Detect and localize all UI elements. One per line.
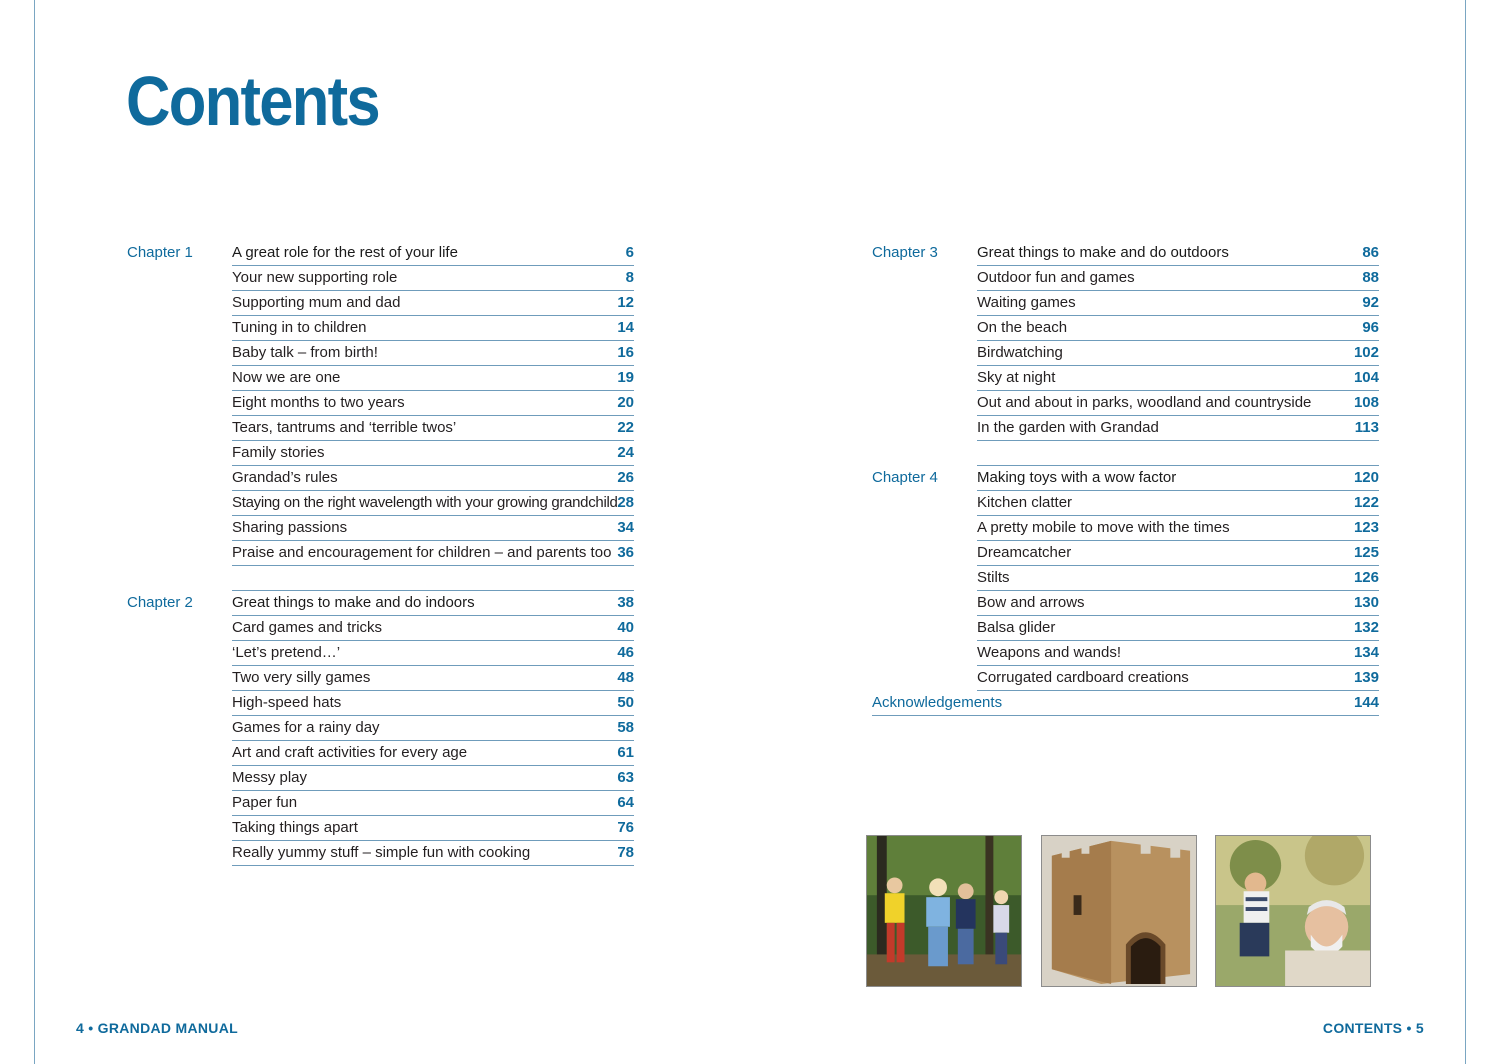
entry-title: Your new supporting role <box>232 269 398 286</box>
entry-title: Art and craft activities for every age <box>232 744 468 761</box>
toc-row[interactable] <box>127 466 634 491</box>
photo-children-playing <box>866 835 1022 987</box>
entry-title: Baby talk – from birth! <box>232 344 378 361</box>
toc-chapter-3 <box>872 241 1379 441</box>
entry-title: A great role for the rest of your life <box>232 244 458 261</box>
toc-row[interactable] <box>127 766 634 791</box>
entry-title: Weapons and wands! <box>977 644 1121 661</box>
page-number: 132 <box>1353 619 1379 636</box>
entry-title: Great things to make and do outdoors <box>977 244 1229 261</box>
entry-title: Out and about in parks, woodland and countryside <box>977 394 1312 411</box>
page-number: 26 <box>617 469 634 486</box>
page-number: 12 <box>617 294 634 311</box>
page-number: 19 <box>617 369 634 386</box>
toc-row[interactable] <box>872 391 1379 416</box>
toc-row[interactable] <box>127 241 634 266</box>
toc-row[interactable] <box>872 541 1379 566</box>
page-number: 40 <box>617 619 634 636</box>
page-number: 14 <box>617 319 634 336</box>
toc-row[interactable] <box>872 641 1379 666</box>
page-number: 16 <box>617 344 634 361</box>
toc-row[interactable] <box>127 591 634 616</box>
chapter-label: Chapter 1 <box>127 244 193 261</box>
page-number: 6 <box>625 244 634 261</box>
entry-title: Waiting games <box>977 294 1076 311</box>
toc-row[interactable] <box>872 416 1379 441</box>
entry-title: A pretty mobile to move with the times <box>977 519 1230 536</box>
entry-title: Birdwatching <box>977 344 1063 361</box>
toc-row[interactable] <box>127 416 634 441</box>
toc-row[interactable] <box>872 616 1379 641</box>
entry-title: Supporting mum and dad <box>232 294 401 311</box>
page-number: 76 <box>617 819 634 836</box>
entry-title: Acknowledgements <box>872 694 1003 711</box>
page-number: 126 <box>1353 569 1379 586</box>
entry-title: Praise and encouragement for children – and parents too <box>232 544 612 561</box>
toc-row[interactable] <box>872 491 1379 516</box>
toc-row[interactable] <box>872 341 1379 366</box>
footer-left: 4 • GRANDAD MANUAL <box>76 1020 238 1036</box>
toc-chapter-4 <box>872 441 1379 716</box>
page-number: 58 <box>617 719 634 736</box>
toc-row[interactable] <box>127 266 634 291</box>
entry-title: Stilts <box>977 569 1010 586</box>
toc-row[interactable] <box>127 791 634 816</box>
page-number: 130 <box>1353 594 1379 611</box>
page-number: 134 <box>1353 644 1379 661</box>
section-divider <box>977 441 1379 466</box>
entry-title: Messy play <box>232 769 308 786</box>
page-number: 46 <box>617 644 634 661</box>
entry-title: Sky at night <box>977 369 1056 386</box>
entry-title: Games for a rainy day <box>232 719 380 736</box>
page-number: 120 <box>1353 469 1379 486</box>
page-number: 48 <box>617 669 634 686</box>
chapter-label: Chapter 2 <box>127 594 193 611</box>
page-number: 36 <box>617 544 634 561</box>
page-number: 22 <box>617 419 634 436</box>
page-number: 88 <box>1362 269 1379 286</box>
entry-title: Taking things apart <box>232 819 358 836</box>
toc-row[interactable] <box>127 441 634 466</box>
chapter-label: Chapter 4 <box>872 469 938 486</box>
entry-title: Card games and tricks <box>232 619 383 636</box>
entry-title: Dreamcatcher <box>977 544 1072 561</box>
toc-row[interactable] <box>127 316 634 341</box>
toc-row[interactable] <box>872 666 1379 691</box>
toc-row-acknowledgements[interactable] <box>872 691 1379 716</box>
toc-row[interactable] <box>127 616 634 641</box>
entry-title: Family stories <box>232 444 325 461</box>
toc-row[interactable] <box>127 391 634 416</box>
toc-row[interactable] <box>872 591 1379 616</box>
page-border-left <box>34 0 35 1064</box>
page-number: 123 <box>1353 519 1379 536</box>
entry-title: Great things to make and do indoors <box>232 594 475 611</box>
page-number: 38 <box>617 594 634 611</box>
section-divider <box>232 566 634 591</box>
toc-row[interactable] <box>872 316 1379 341</box>
photo-cardboard-castle <box>1041 835 1197 987</box>
page-number: 63 <box>617 769 634 786</box>
page-number: 20 <box>617 394 634 411</box>
page-number: 139 <box>1353 669 1379 686</box>
page-number: 125 <box>1353 544 1379 561</box>
entry-title: Paper fun <box>232 794 298 811</box>
entry-title: High-speed hats <box>232 694 342 711</box>
page-number: 86 <box>1362 244 1379 261</box>
page-number: 64 <box>617 794 634 811</box>
page-number: 78 <box>617 844 634 861</box>
page-number: 50 <box>617 694 634 711</box>
toc-row[interactable] <box>127 816 634 841</box>
page-number: 144 <box>1353 694 1379 711</box>
photo-grandad-lifting-baby <box>1215 835 1371 987</box>
entry-title: In the garden with Grandad <box>977 419 1159 436</box>
toc-row[interactable] <box>872 266 1379 291</box>
entry-title: Corrugated cardboard creations <box>977 669 1189 686</box>
entry-title: Outdoor fun and games <box>977 269 1135 286</box>
entry-title: Balsa glider <box>977 619 1056 636</box>
page-number: 104 <box>1353 369 1379 386</box>
entry-title: Staying on the right wavelength with your growing grandchild <box>232 494 618 511</box>
page-number: 92 <box>1362 294 1379 311</box>
entry-title: Really yummy stuff – simple fun with cooking <box>232 844 531 861</box>
entry-title: Bow and arrows <box>977 594 1085 611</box>
page-number: 8 <box>625 269 634 286</box>
page-title: Contents <box>126 62 379 140</box>
page-number: 113 <box>1354 419 1379 436</box>
entry-title: Sharing passions <box>232 519 348 536</box>
page-number: 28 <box>617 494 634 511</box>
page-number: 61 <box>617 744 634 761</box>
entry-title: Grandad’s rules <box>232 469 338 486</box>
page-number: 122 <box>1353 494 1379 511</box>
toc-row[interactable] <box>127 291 634 316</box>
toc-chapter-1 <box>127 241 634 566</box>
toc-row[interactable] <box>127 491 634 516</box>
chapter-label: Chapter 3 <box>872 244 938 261</box>
footer-right: CONTENTS • 5 <box>1322 1020 1424 1036</box>
page-number: 102 <box>1353 344 1379 361</box>
toc-row[interactable] <box>127 691 634 716</box>
page-number: 108 <box>1353 394 1379 411</box>
toc-row[interactable] <box>127 366 634 391</box>
entry-title: On the beach <box>977 319 1068 336</box>
toc-row[interactable] <box>872 241 1379 266</box>
toc-row[interactable] <box>127 541 634 566</box>
toc-row[interactable] <box>872 516 1379 541</box>
entry-title: Tuning in to children <box>232 319 367 336</box>
toc-row[interactable] <box>127 641 634 666</box>
toc-row[interactable] <box>127 341 634 366</box>
toc-row[interactable] <box>872 466 1379 491</box>
toc-row[interactable] <box>127 516 634 541</box>
toc-chapter-2 <box>127 566 634 866</box>
entry-title: Now we are one <box>232 369 341 386</box>
toc-row[interactable] <box>127 666 634 691</box>
page-number: 24 <box>617 444 634 461</box>
entry-title: ‘Let’s pretend…’ <box>232 644 341 661</box>
page-number: 96 <box>1362 319 1379 336</box>
toc-row[interactable] <box>872 566 1379 591</box>
toc-row[interactable] <box>127 716 634 741</box>
toc-row[interactable] <box>127 841 634 866</box>
entry-title: Eight months to two years <box>232 394 405 411</box>
toc-row[interactable] <box>872 366 1379 391</box>
toc-row[interactable] <box>127 741 634 766</box>
entry-title: Kitchen clatter <box>977 494 1073 511</box>
entry-title: Tears, tantrums and ‘terrible twos’ <box>232 419 457 436</box>
page-border-right <box>1465 0 1466 1064</box>
entry-title: Making toys with a wow factor <box>977 469 1177 486</box>
toc-row[interactable] <box>872 291 1379 316</box>
page-number: 34 <box>617 519 634 536</box>
entry-title: Two very silly games <box>232 669 371 686</box>
